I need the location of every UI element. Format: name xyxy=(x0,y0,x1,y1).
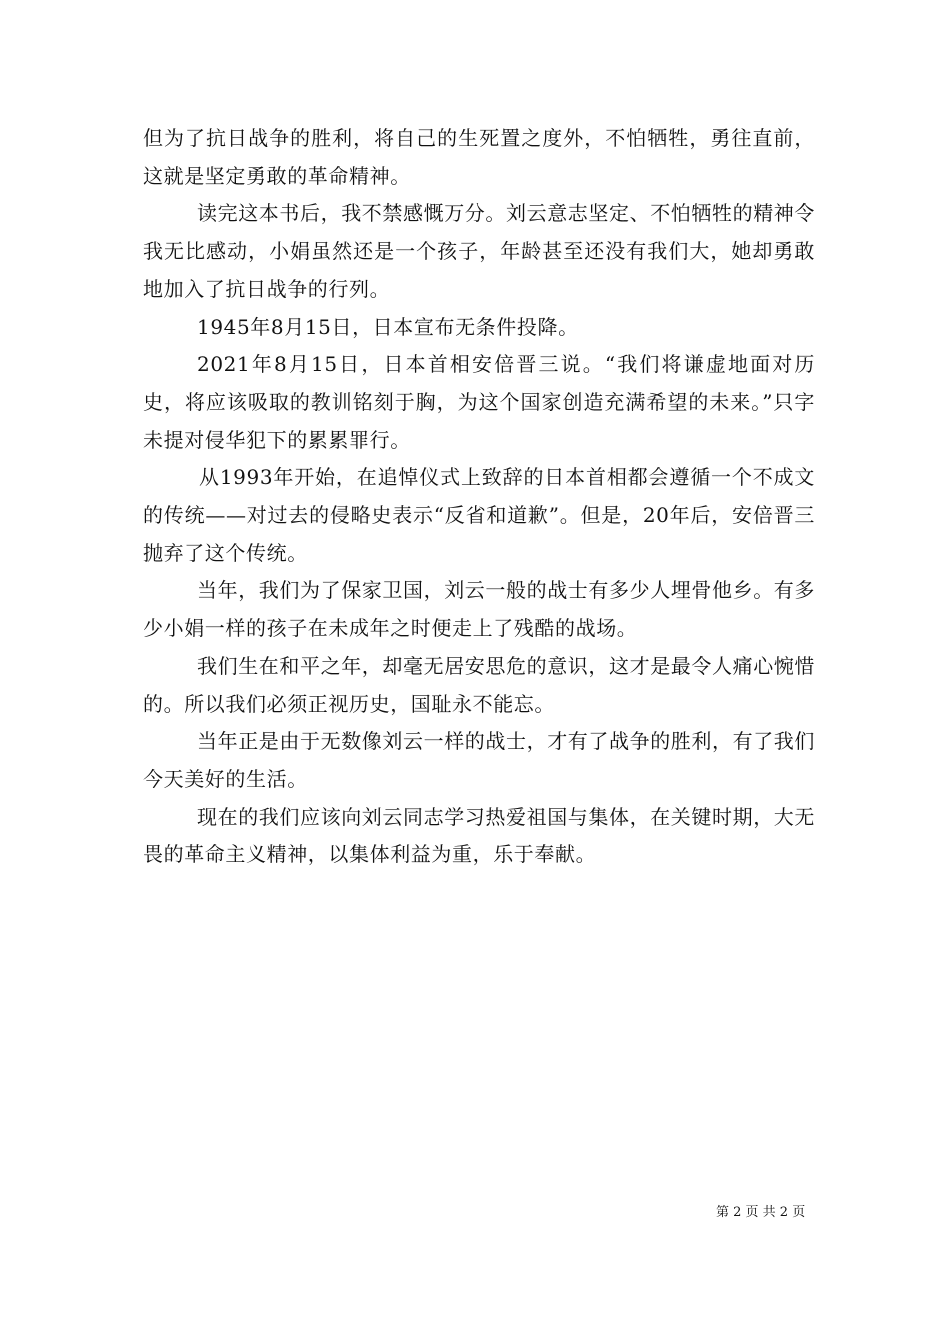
paragraph-2: 读完这本书后，我不禁感慨万分。刘云意志坚定、不怕牺牲的精神令我无比感动，小娟虽然还是一个孩子，年龄甚至还没有我们大，她却勇敢地加入了抗日战争的行列。 xyxy=(143,201,815,301)
paragraph-3: 1945年8月15日，日本宣布无条件投降。 xyxy=(197,314,579,339)
paragraph-7: 我们生在和平之年，却毫无居安思危的意识，这才是最令人痛心惋惜的。所以我们必须正视历史，国耻永不能忘。 xyxy=(143,653,815,716)
paragraph-6: 当年，我们为了保家卫国，刘云一般的战士有多少人埋骨他乡。有多少小娟一样的孩子在未成年之时便走上了残酷的战场。 xyxy=(143,578,815,641)
paragraph-1: 但为了抗日战争的胜利，将自己的生死置之度外，不怕牺牲，勇往直前，这就是坚定勇敢的革命精神。 xyxy=(143,126,815,188)
paragraph-9: 现在的我们应该向刘云同志学习热爱祖国与集体，在关键时期，大无畏的革命主义精神，以集体利益为重，乐于奉献。 xyxy=(143,804,815,867)
paragraph-8: 当年正是由于无数像刘云一样的战士，才有了战争的胜利，有了我们今天美好的生活。 xyxy=(143,729,815,791)
page-number-footer: 第 2 页 共 2 页 xyxy=(716,1205,806,1220)
document-body xyxy=(143,120,815,874)
paragraph-5: 从1993年开始，在追悼仪式上致辞的日本首相都会遵循一个不成文的传统——对过去的侵略史表示“反省和道歉”。但是，20年后，安倍晋三抛弃了这个传统。 xyxy=(143,465,815,565)
paragraph-4: 2021年8月15日，日本首相安倍晋三说。“我们将谦虚地面对历史，将应该吸取的教训铭刻于胸，为这个国家创造充满希望的未来。”只字未提对侵华犯下的累累罪行。 xyxy=(143,352,815,452)
